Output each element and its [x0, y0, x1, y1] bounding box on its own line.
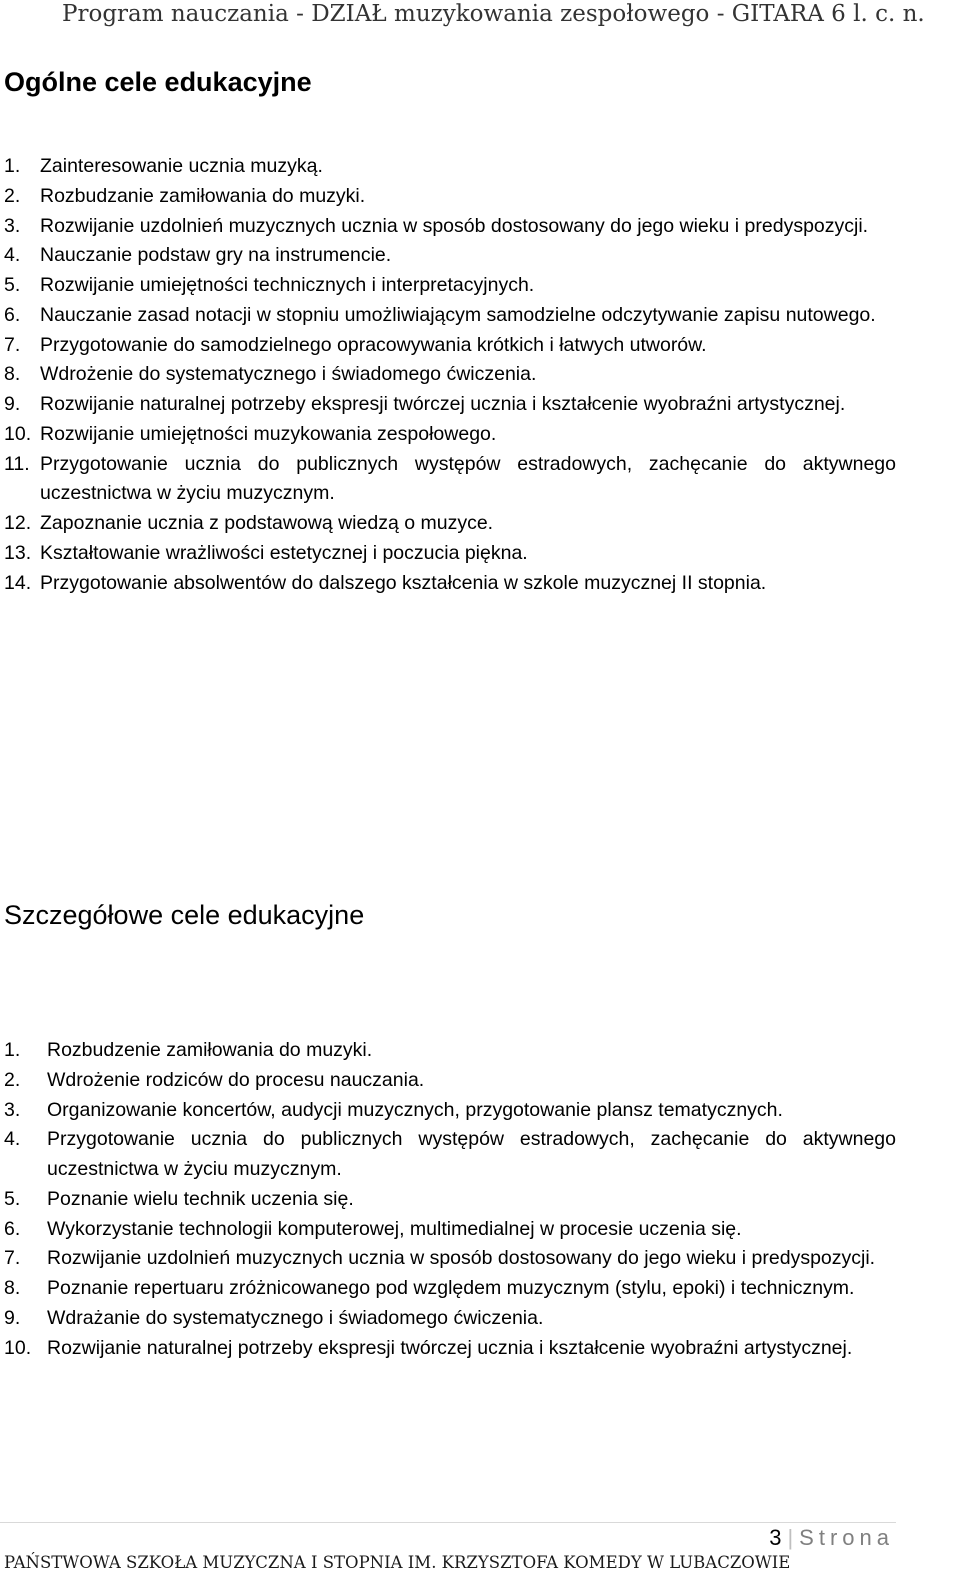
list-item [4, 1274, 896, 1304]
list-item-number: 2. [4, 184, 21, 207]
list-item-number: 10. [4, 1336, 32, 1359]
list-item-number: 13. [4, 541, 32, 564]
list-item [4, 1244, 896, 1274]
detailed-goals-heading: Szczegółowe cele edukacyjne [4, 900, 365, 930]
list-item-number: 4. [4, 1128, 21, 1151]
page-number [769, 1523, 894, 1553]
list-item [4, 301, 896, 331]
list-item-number: 2. [4, 1068, 21, 1091]
list-item-text: Rozbudzanie zamiłowania do muzyki. [40, 184, 366, 207]
list-item-text: Rozwijanie naturalnej potrzeby ekspresji twórczej ucznia i kształcenie wyobraźni artystycznej. [47, 1336, 853, 1359]
list-item [4, 212, 896, 242]
list-item-text: Rozwijanie uzdolnień muzycznych ucznia w sposób dostosowany do jego wieku i predyspozycji. [40, 214, 869, 237]
page-label: Strona [799, 1525, 894, 1550]
list-item-text: Przygotowanie ucznia do publicznych występów estradowych, zachęcanie do aktywnego uczestnictwa w życiu muzycznym. [40, 452, 896, 505]
list-item [4, 509, 896, 539]
list-item-number: 3. [4, 214, 21, 237]
list-item-text: Rozwijanie uzdolnień muzycznych ucznia w sposób dostosowany do jego wieku i predyspozycji. [47, 1247, 876, 1270]
list-item [4, 271, 896, 301]
list-item-number: 9. [4, 393, 21, 415]
list-item [4, 1066, 896, 1096]
list-item-text: Rozbudzenie zamiłowania do muzyki. [47, 1039, 373, 1061]
list-item-text: Nauczanie zasad notacji w stopniu umożliwiającym samodzielne odczytywanie zapisu nutowego. [40, 303, 876, 326]
list-item [4, 539, 896, 569]
list-item-number: 14. [4, 571, 32, 594]
list-item-text: Przygotowanie do samodzielnego opracowywania krótkich i łatwych utworów. [40, 333, 707, 356]
list-item-text: Rozwijanie umiejętności technicznych i interpretacyjnych. [40, 274, 535, 296]
list-item-text: Wykorzystanie technologii komputerowej, multimedialnej w procesie uczenia się. [47, 1217, 742, 1240]
general-goals-heading: Ogólne cele edukacyjne [4, 67, 312, 97]
detailed-goals-list [4, 1036, 896, 1363]
list-item-text: Nauczanie podstaw gry na instrumencie. [40, 244, 392, 267]
list-item [4, 420, 896, 450]
list-item [4, 331, 896, 361]
page-number-value: 3 [769, 1525, 782, 1550]
list-item [4, 450, 896, 510]
list-item [4, 1334, 896, 1364]
footer-divider [0, 1522, 896, 1523]
list-item-text: Rozwijanie umiejętności muzykowania zespołowego. [40, 422, 497, 445]
list-item-number: 11. [4, 452, 30, 475]
list-item-number: 8. [4, 363, 21, 386]
list-item-number: 10. [4, 422, 32, 445]
list-item [4, 360, 896, 390]
list-item [4, 390, 896, 420]
list-item-number: 8. [4, 1277, 21, 1299]
list-item [4, 1185, 896, 1215]
list-item-text: Wdrożenie rodziców do procesu nauczania. [47, 1068, 425, 1091]
list-item-text: Kształtowanie wrażliwości estetycznej i poczucia piękna. [40, 541, 528, 564]
running-header: Program nauczania - DZIAŁ muzykowania zespołowego - GITARA 6 l. c. n. [62, 1, 925, 27]
list-item-text: Zainteresowanie ucznia muzyką. [40, 155, 323, 177]
list-item [4, 1036, 896, 1066]
list-item [4, 1096, 896, 1126]
list-item-number: 5. [4, 274, 21, 296]
list-item [4, 1304, 896, 1334]
list-item-text: Przygotowanie ucznia do publicznych występów estradowych, zachęcanie do aktywnego uczestnictwa w życiu muzycznym. [47, 1128, 896, 1180]
list-item [4, 569, 896, 599]
list-item-text: Poznanie wielu technik uczenia się. [47, 1187, 354, 1210]
list-item-text: Rozwijanie naturalnej potrzeby ekspresji twórczej ucznia i kształcenie wyobraźni artystycznej. [40, 393, 846, 415]
general-goals-list [4, 152, 896, 598]
list-item-text: Przygotowanie absolwentów do dalszego kształcenia w szkole muzycznej II stopnia. [40, 571, 767, 594]
list-item [4, 241, 896, 271]
list-item [4, 1125, 896, 1185]
list-item-text: Wdrażanie do systematycznego i świadomego ćwiczenia. [47, 1306, 544, 1329]
page-number-separator: | [787, 1525, 794, 1550]
list-item-number: 7. [4, 1247, 21, 1270]
list-item-number: 3. [4, 1098, 21, 1121]
list-item-text: Wdrożenie do systematycznego i świadomego ćwiczenia. [40, 363, 537, 386]
list-item-number: 7. [4, 333, 21, 356]
list-item-number: 6. [4, 1217, 21, 1240]
list-item-number: 1. [4, 1039, 21, 1061]
list-item-text: Zapoznanie ucznia z podstawową wiedzą o muzyce. [40, 512, 494, 534]
list-item [4, 1215, 896, 1245]
list-item-number: 6. [4, 303, 21, 326]
footer-school-name: PAŃSTWOWA SZKOŁA MUZYCZNA I STOPNIA IM. KRZYSZTOFA KOMEDY W LUBACZOWIE [4, 1553, 791, 1572]
list-item-number: 1. [4, 155, 21, 177]
list-item-number: 4. [4, 244, 21, 267]
list-item-number: 12. [4, 512, 32, 534]
list-item-text: Poznanie repertuaru zróżnicowanego pod względem muzycznym (stylu, epoki) i technicznym. [47, 1277, 855, 1299]
list-item-number: 5. [4, 1187, 21, 1210]
list-item-number: 9. [4, 1306, 21, 1329]
list-item [4, 152, 896, 182]
list-item [4, 182, 896, 212]
list-item-text: Organizowanie koncertów, audycji muzycznych, przygotowanie plansz tematycznych. [47, 1098, 783, 1121]
